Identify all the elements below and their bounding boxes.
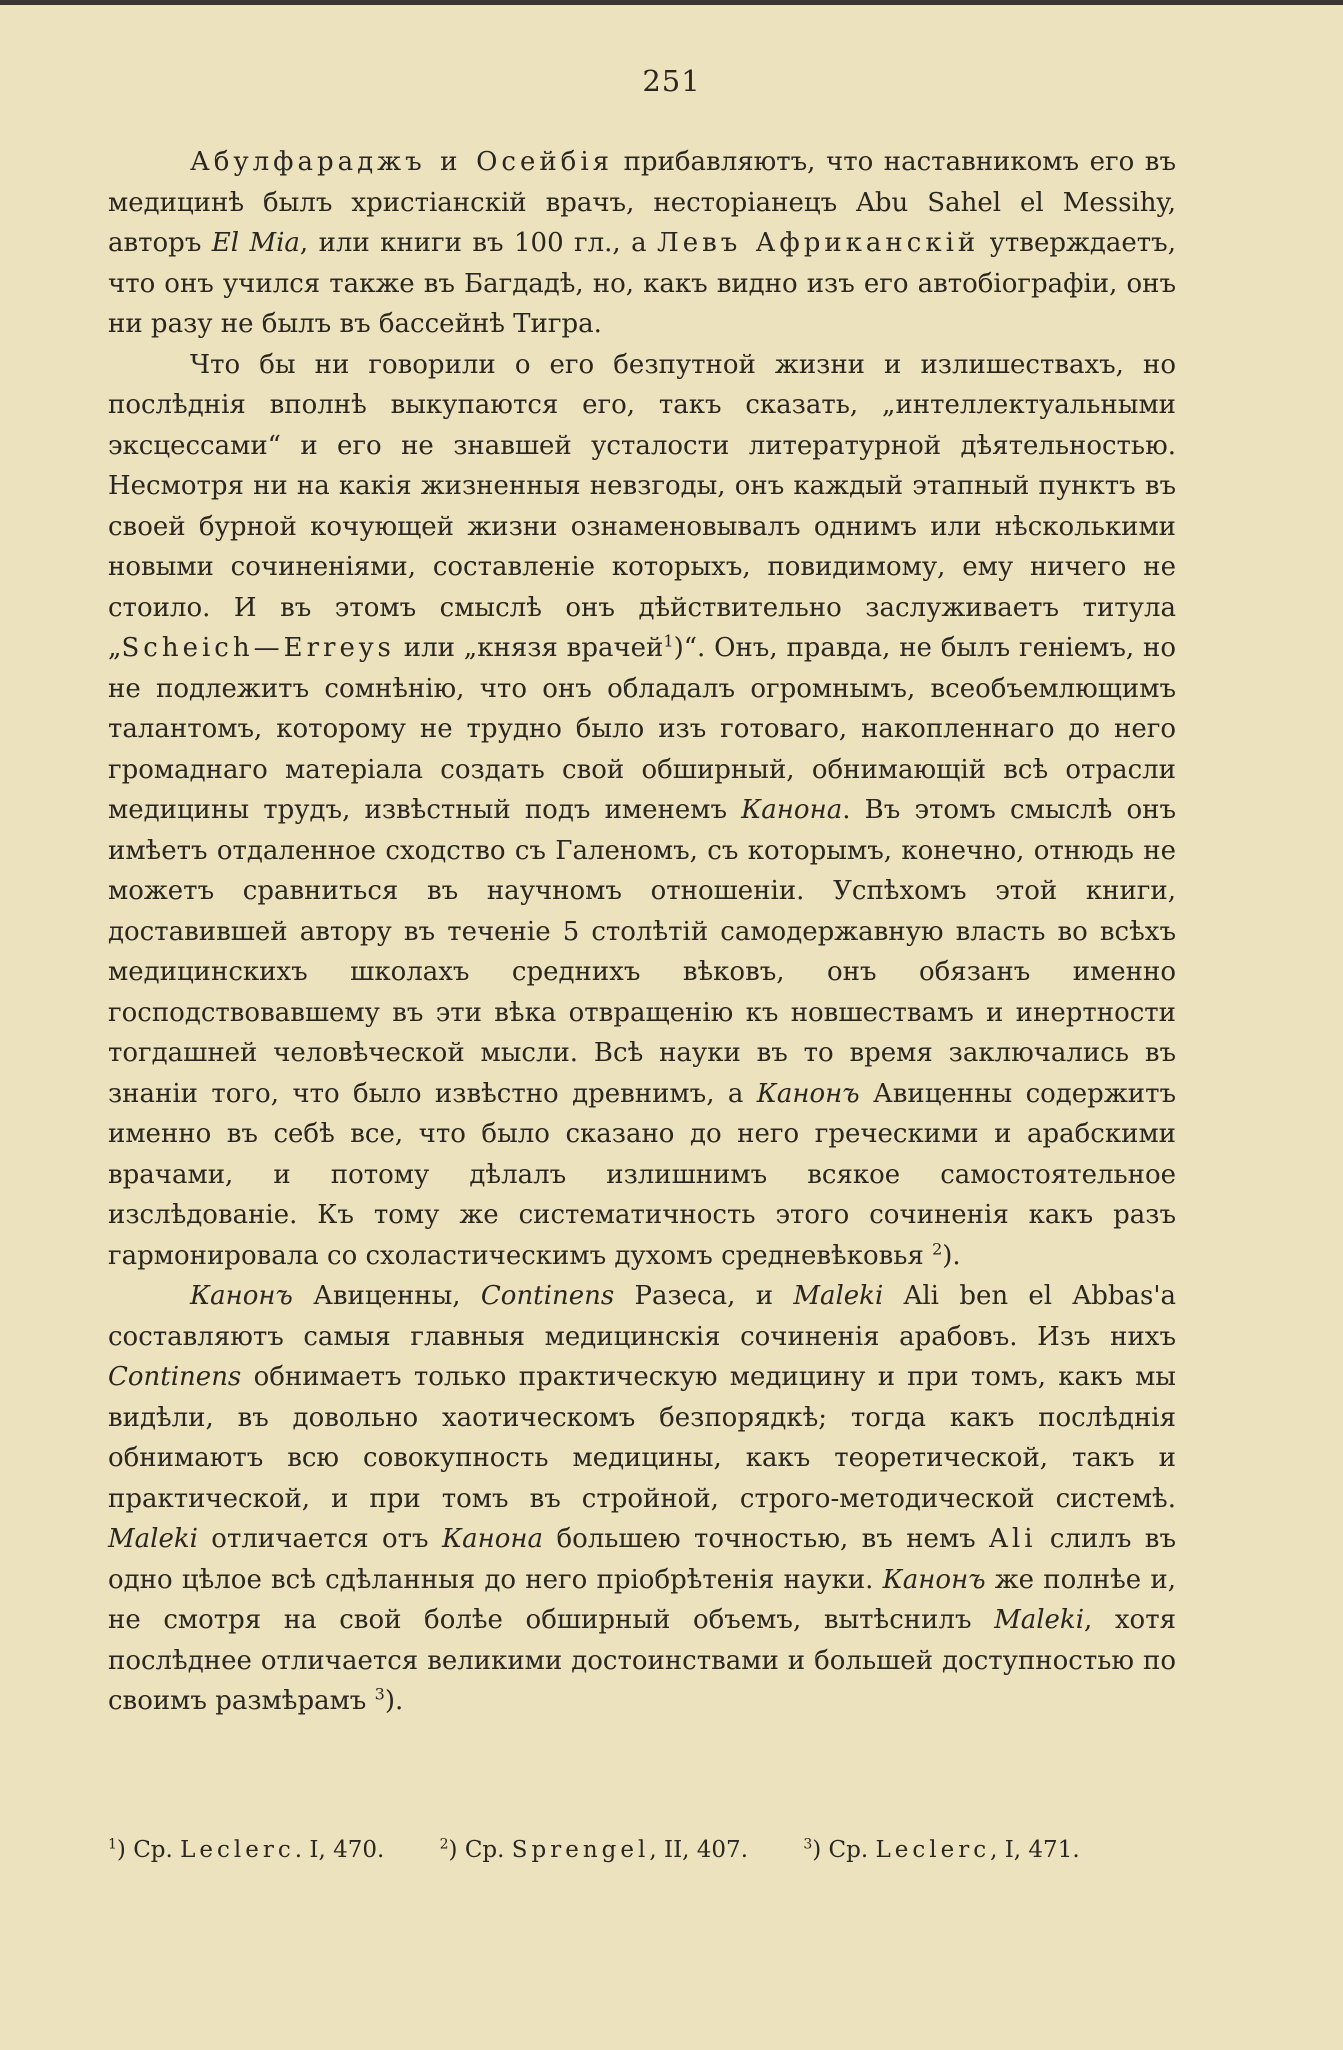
footnote-author: Leclerc	[875, 1836, 991, 1863]
footnote-mark: 1	[108, 1836, 117, 1852]
text-segment: Канона	[741, 795, 843, 825]
text-segment: . Въ этомъ смыслѣ онъ имѣетъ отдаленное сходство съ Галеномъ, съ которымъ, конечно, отнюдь не можетъ сравниться въ научномъ отношеніи. Успѣхомъ этой книги, доставившей автору въ теченіе 5 столѣтій самодержавную власть во всѣхъ медицинскихъ школахъ среднихъ вѣковъ, онъ обязанъ именно господствовавшему въ эти вѣка отвращенію къ новшествамъ и инертности тогдашней человѣческой мысли. Всѣ науки въ то время заключались въ знаніи того, что было извѣстно древнимъ, а	[108, 795, 1176, 1109]
footnote-prefix: ) Ср.	[448, 1836, 512, 1863]
footnote-2	[440, 1837, 748, 1863]
text-segment: большею точностью, въ немъ	[543, 1524, 990, 1554]
footnotes	[108, 1836, 1176, 1863]
text-segment: прибавляютъ, что наставникомъ его въ медицинѣ былъ христіанскій врачъ, несторіанецъ Abu Sahel el Messihy, авторъ	[108, 147, 1176, 258]
text-segment: 3	[374, 1684, 385, 1704]
paragraph-1	[108, 142, 1176, 345]
page-number: 251	[642, 64, 701, 98]
text-segment: Maleki	[108, 1524, 198, 1554]
text-segment: Maleki	[793, 1281, 884, 1311]
page-top-edge	[0, 0, 1343, 5]
text-segment: Разеса, и	[614, 1281, 794, 1311]
text-segment: утверждаетъ, что онъ учился также въ Багдадѣ, но, какъ видно изъ его автобіографіи, онъ ни разу не былъ въ бассейнѣ Тигра.	[108, 228, 1176, 339]
footnote-mark: 3	[803, 1836, 813, 1852]
text-segment: Авиценны содержитъ именно въ себѣ все, что было сказано до него греческими и арабскими врачами, и потому дѣлалъ излишнимъ всякое самостоятельное изслѣдованіе. Къ тому же систематичность этого сочиненія какъ разъ гармонировала со схоластическимъ духомъ средневѣковья	[108, 1078, 1176, 1271]
footnote-prefix: ) Ср.	[812, 1836, 876, 1863]
footnote-1	[108, 1837, 384, 1863]
text-segment: Канонъ	[756, 1078, 860, 1109]
footnote-author: Leclerc	[180, 1836, 295, 1863]
text-segment: Maleki	[994, 1605, 1085, 1635]
text-segment: Левъ Африканскій	[657, 228, 980, 258]
footnote-author: Sprengel	[511, 1836, 650, 1863]
text-segment: Авиценны,	[292, 1281, 481, 1311]
text-segment: Ali	[989, 1524, 1037, 1554]
footnote-3	[803, 1837, 1079, 1863]
text-segment: обнимаетъ только практическую медицину и при томъ, какъ мы видѣли, въ довольно хаотическомъ безпорядкѣ; тогда какъ послѣднія обнимаютъ всю совокупность медицины, какъ теоретической, такъ и практической, и при томъ въ стройной, строго-методической системѣ.	[108, 1362, 1176, 1514]
body-text	[108, 142, 1176, 1722]
text-segment: или „князя врачей	[394, 633, 664, 663]
footnote-reference: , II, 407.	[649, 1836, 749, 1863]
text-segment: Что бы ни говорили о его безпутной жизни и излишествахъ, но послѣднія вполнѣ выкупаются его, такъ сказать, „интеллектуальными эксцессами“ и его не знавшей усталости литературной дѣятельностью. Несмотря ни на какія жизненныя невзгоды, онъ каждый этапный пунктъ въ своей бурной кочующей жизни ознаменовывалъ однимъ или нѣсколькими новыми сочиненіями, составленіе которыхъ, повидимому, ему ничего не стоило. И въ этомъ смыслѣ онъ дѣйствительно заслуживаетъ титула „	[108, 349, 1176, 663]
text-segment: же полнѣе и, не смотря на свой болѣе обширный объемъ, вытѣснилъ	[108, 1564, 1176, 1635]
text-segment: , или книги въ 100 гл., а	[299, 228, 657, 258]
text-segment: слилъ въ одно цѣлое всѣ сдѣланныя до него пріобрѣтенія науки.	[108, 1524, 1176, 1595]
text-segment: Continens	[108, 1362, 242, 1392]
text-segment: отличается отъ	[197, 1524, 443, 1554]
text-segment: 2	[932, 1238, 943, 1258]
text-segment: , хотя послѣднее отличается великими достоинствами и большей доступностью по своимъ размѣрамъ	[108, 1605, 1176, 1716]
footnote-prefix: ) Ср.	[116, 1836, 181, 1863]
text-segment: ).	[942, 1240, 961, 1271]
text-segment: Канона	[442, 1524, 544, 1554]
text-segment: Абулфараджъ и Осейбія	[190, 147, 614, 177]
text-segment: Ali ben el Abbas'a составляютъ самыя главныя медицинскія сочиненія арабовъ. Изъ нихъ	[108, 1281, 1176, 1352]
text-segment: Continens	[480, 1281, 615, 1311]
text-segment: Канонъ	[190, 1281, 293, 1311]
footnote-mark: 2	[439, 1836, 449, 1852]
text-segment: El Mia	[211, 228, 300, 258]
paragraph-2	[108, 345, 1176, 1277]
text-segment: Scheich—Erreys	[121, 633, 395, 663]
text-segment: 1	[663, 631, 674, 651]
text-segment: Канонъ	[882, 1564, 986, 1595]
footnote-reference: , I, 471.	[990, 1836, 1080, 1863]
footnote-reference: . I, 470.	[294, 1836, 385, 1863]
text-segment: ).	[384, 1686, 404, 1716]
text-segment: )“. Онъ, правда, не былъ геніемъ, но не подлежитъ сомнѣнію, что онъ обладалъ огромнымъ, всеобъемлющимъ талантомъ, которому не трудно было изъ готоваго, накопленнаго до него громаднаго матеріала создать свой обширный, обнимающій всѣ отрасли медицины трудъ, извѣстный подъ именемъ	[108, 633, 1176, 825]
paragraph-3	[108, 1276, 1176, 1722]
